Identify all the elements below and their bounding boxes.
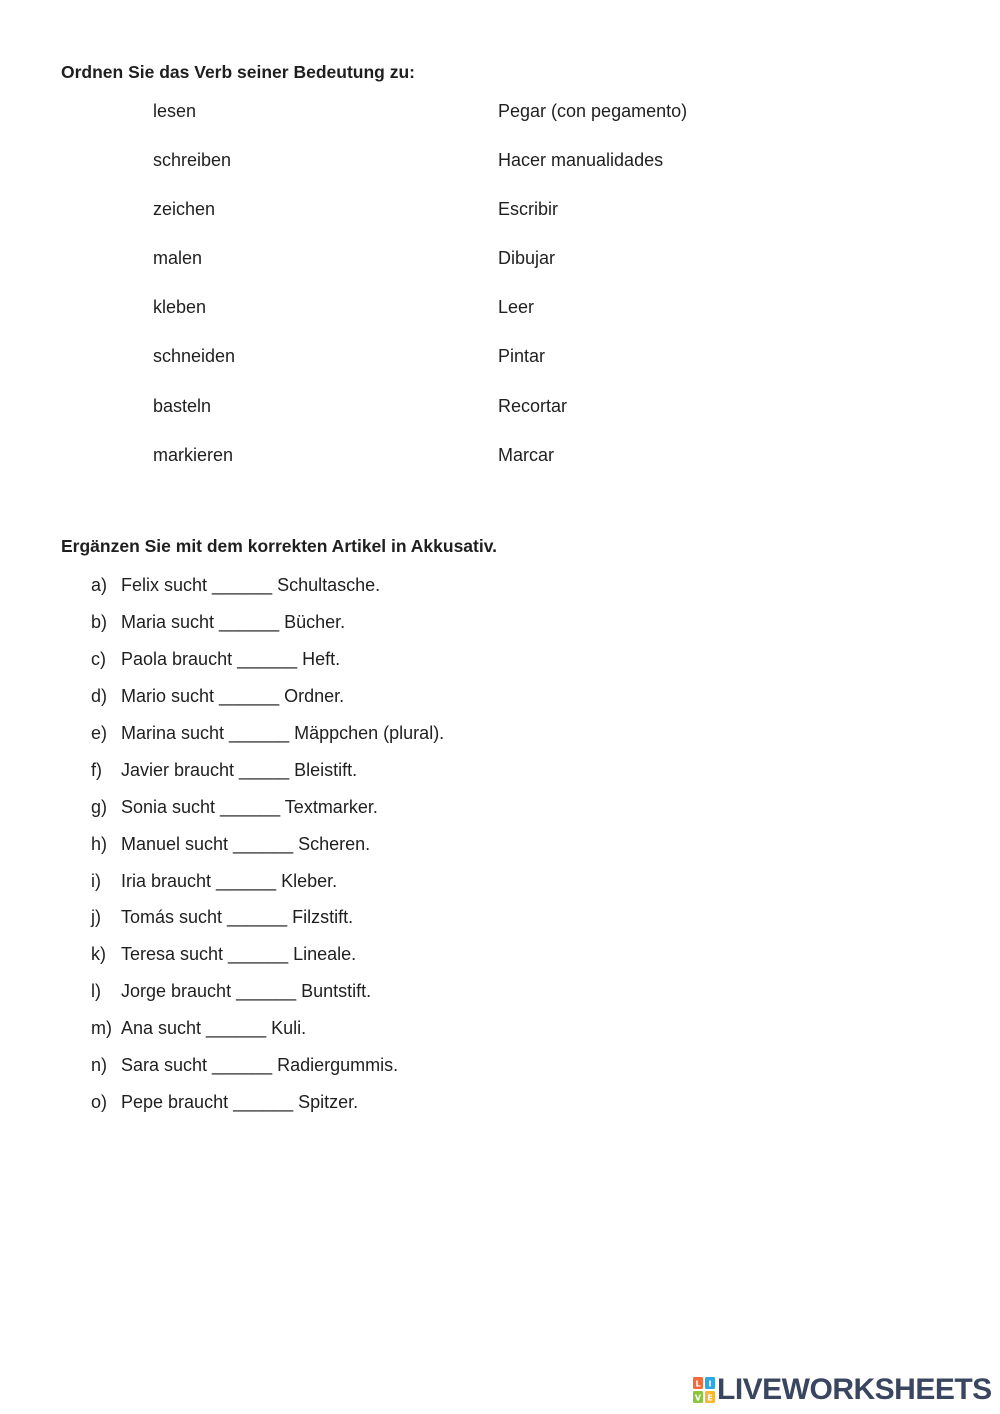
match-row [153,248,853,272]
item-text: Paola braucht ______ Heft. [121,649,341,669]
item-letter: f) [91,760,102,780]
match-row [153,297,853,321]
exercise-item [91,1018,306,1039]
item-text: Iria braucht ______ Kleber. [121,871,338,891]
match-row [153,346,853,370]
item-text: Teresa sucht ______ Lineale. [121,944,357,964]
logo-text: LIVEWORKSHEETS [717,1373,992,1406]
item-letter: l) [91,981,101,1001]
meaning: Pintar [498,346,546,366]
verb: zeichen [153,199,216,219]
meaning: Leer [498,297,535,317]
meaning: Marcar [498,445,555,465]
item-letter: m) [91,1018,112,1038]
item-letter: b) [91,612,108,632]
exercise-item [91,981,371,1002]
item-text: Mario sucht ______ Ordner. [121,686,345,706]
item-letter: c) [91,649,106,669]
svg-text:L: L [695,1379,701,1389]
item-letter: h) [91,834,108,854]
exercise-item [91,1092,358,1113]
verb: malen [153,248,203,268]
item-text: Ana sucht ______ Kuli. [121,1018,307,1038]
exercise-item [91,723,444,744]
svg-text:V: V [694,1393,702,1403]
match-row [153,150,853,174]
exercise-item [91,797,378,818]
item-text: Jorge braucht ______ Buntstift. [121,981,372,1001]
meaning: Dibujar [498,248,556,268]
item-text: Sara sucht ______ Radiergummis. [121,1055,399,1075]
item-text: Javier braucht _____ Bleistift. [121,760,358,780]
meaning: Recortar [498,396,568,416]
meaning: Pegar (con pegamento) [498,101,688,121]
liveworksheets-logo[interactable] [693,1374,992,1406]
verb: schreiben [153,150,232,170]
item-letter: d) [91,686,108,706]
verb: kleben [153,297,207,317]
verb: lesen [153,101,197,121]
item-text: Marina sucht ______ Mäppchen (plural). [121,723,445,743]
meaning: Escribir [498,199,559,219]
exercise-item [91,612,345,633]
item-text: Manuel sucht ______ Scheren. [121,834,371,854]
exercise-item [91,649,340,670]
exercise-item [91,760,357,781]
verb: basteln [153,396,212,416]
item-letter: a) [91,575,108,595]
match-row [153,199,853,223]
item-letter: e) [91,723,108,743]
match-row [153,445,853,469]
svg-text:E: E [707,1393,713,1403]
match-row [153,101,853,125]
meaning: Hacer manualidades [498,150,664,170]
item-letter: j) [91,907,101,927]
verb: schneiden [153,346,236,366]
exercise-item [91,1055,398,1076]
section2-heading: Ergänzen Sie mit dem korrekten Artikel in Akkusativ. [61,536,498,556]
item-letter: n) [91,1055,108,1075]
item-text: Pepe braucht ______ Spitzer. [121,1092,359,1112]
liveworksheets-logo-icon [693,1377,715,1403]
item-text: Tomás sucht ______ Filzstift. [121,907,354,927]
item-text: Sonia sucht ______ Textmarker. [121,797,378,817]
exercise-item [91,907,353,928]
svg-text:I: I [708,1379,712,1389]
exercise-item [91,871,337,892]
item-letter: o) [91,1092,108,1112]
item-letter: i) [91,871,101,891]
exercise-item [91,944,356,965]
item-text: Maria sucht ______ Bücher. [121,612,346,632]
exercise-item [91,575,380,596]
verb: markieren [153,445,234,465]
match-row [153,396,853,420]
exercise-item [91,686,344,707]
item-letter: g) [91,797,108,817]
section1-heading: Ordnen Sie das Verb seiner Bedeutung zu: [61,62,415,82]
item-letter: k) [91,944,106,964]
item-text: Felix sucht ______ Schultasche. [121,575,381,595]
exercise-item [91,834,370,855]
